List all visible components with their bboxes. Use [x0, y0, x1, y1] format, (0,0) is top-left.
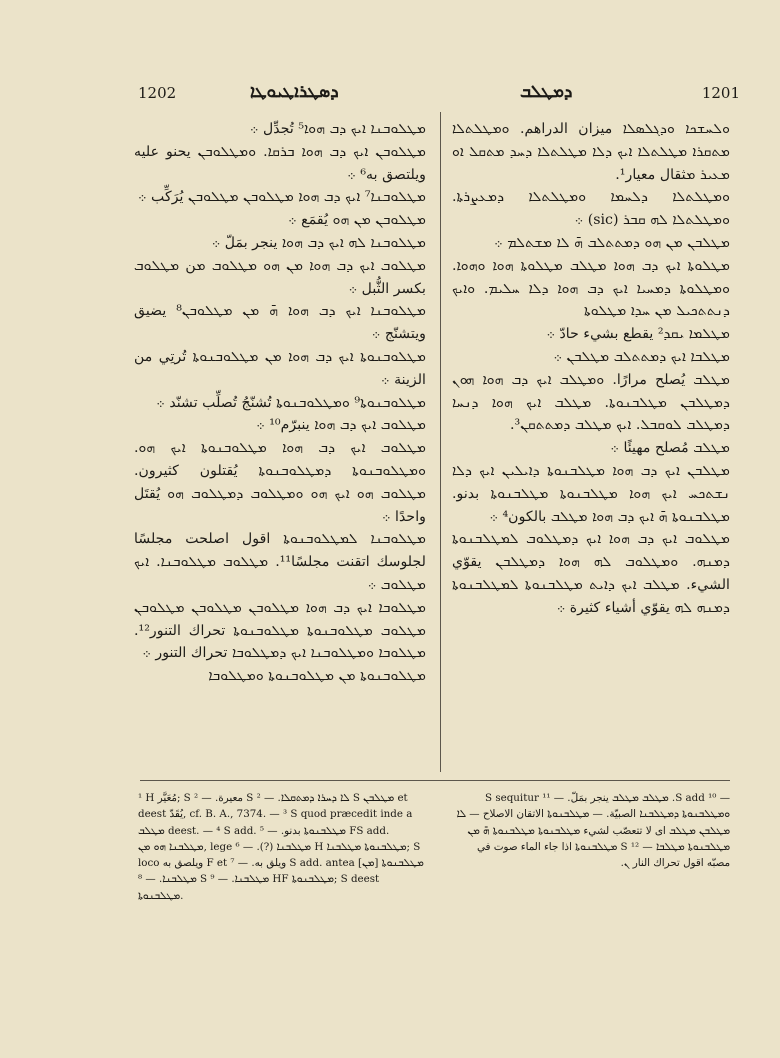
entry: ܡܛܠܘܒܢ ܡܢ ܗܘ يُقمَع ܀ — [288, 212, 426, 229]
left-column — [134, 118, 426, 688]
entry: ܡܛܠܘܒ ܐܝܟ ܕܒ ܗܘܐ ܡܛܠܘܒܢܘܬܐ ܐܝܟ ܗܘ. ܘܡܛܠܘܒܢܘܬܐ ܕܡܛܠܘܒܢܘܬܐ يُقتلون كثيرون. ܡܛܠܘܒ ܗܘ ܐܝܟ ܗܘ ܘܡܛܠܘܒ ܕܡܛܠܘܒ ܗܘ يُقتَل واحدًا ܀ — [134, 440, 426, 525]
entry: ܡܛܠܘܒ ܐܝܟ ܕܒ ܗܘܐ ܡܢ ܗܘ ܡܛܠܘܒ ܡن ܡܛܠܘܒ بكسر الثُّبل ܀ — [134, 257, 426, 297]
entry: ܡܛܠܘܒ ܐܝܟ ܕܒ ܗܘܐ ينبرّم¹⁰ ܀ — [256, 417, 426, 434]
right-page-number: 1201 — [701, 84, 740, 102]
footnotes-right — [452, 790, 730, 871]
entry: ܡܛܠܒ مُصلح مهيئًا ܀ — [610, 440, 730, 457]
right-running-head: ܕܡܛܠܒ — [520, 82, 573, 102]
entry: ܡܛܠܒܐ ܐܝܟ ܕܡܬܬܠܒ ܡܛܠܒܢ ܀ — [553, 348, 730, 365]
entry: ܡܛܠܘܒܢܐ ܠܗ ܐܝܟ ܕܒ ܗܘܐ ينجر بمَلّ ܀ — [211, 234, 426, 251]
column-divider — [440, 112, 441, 772]
left-page-number: 1202 — [138, 84, 177, 102]
entry: ܡܛܠܒܢ ܐܝܟ ܕܒ ܗܘܐ ܡܛܠܒܢܘܬܐ ܕܐܝܠܝܢ ܐܝܟ ܕܠܐ ܢܫܬܟܚ ܐܝܟ ܗܘܐ ܡܛܠܒܢܘܬܐ ܡܛܠܒܢܘܬܐ بدنو. ܡܛܠܒܢܘܬܐ ܗ̄ ܐܝܟ ܕܒ ܗܘܐ ܡܛܠܒ بالكون⁴ ܀ — [452, 462, 730, 525]
entry: ܡܛܠܘܒܢܐ⁷ ܐܝܟ ܕܒ ܗܘܐ ܡܛܠܘܒܢ ܡܛܠܘܒܢ يُرَكِّب ܀ — [138, 189, 426, 206]
entry: ܡܛܠܘܒܢ ܐܝܟ ܕܒ ܗܘܐ ܒܪܩܐ. ܘܡܛܠܘܒܢ يحنو عليه ويلتصق به⁶ ܀ — [134, 143, 426, 183]
entry: ܡܛܠܘܒܢܐ ܐܝܟ ܕܒ ܗܘܐ⁵ تُجدِّل ܀ — [249, 121, 426, 137]
entry: ܡܛܠܘܒܢܐ ܐܝܟ ܕܒ ܗܘܐ ܗ̄ ܡܢ ܡܛܠܘܒܢ⁸ يضيق ويتشنّج ܀ — [134, 303, 426, 343]
right-column — [452, 118, 730, 620]
footnote-rule — [140, 780, 730, 781]
entry: ܡܛܠܘܒܢܐ ܠܡܛܠܘܒܢܘܬܐ اقول اصلحت مجلسًا لجلوسك اتقنت مجلسًا¹¹. ܡܛܠܘܒ ܡܛܠܘܒܢܐ. ܐܝܟ ܡܛܠܘܒ ܀ — [134, 531, 426, 593]
entry: ܡܛܠܘܒܢܘܬܐ⁹ ܘܡܛܠܘܒܢܘܬܐ تُشنّجُ تُصلِّب تشنّد ܀ — [156, 394, 426, 411]
footnote-block: — ¹⁰ S add. ܡܛܠܒ ܡܛܠܒ ينجر بمَلّ. — ¹¹ S sequitur ܘܡܛܠܒܢܘܬܐ ܕܡܛܠܒܢܐ الصبيّة. — ܡܛܠܒܢܘܬܐ الاتقان الاصلاح — ܠܐ ܡܛܠܒܢ ܡܛܠܒ اى لا تتعصّب لشيء ܡܛܠܒܢܘܬܐ ܡܛܠܒܢܘܬܐ ܗ̄ ܡܢ ܡܛܠܒܢܘܬܐ ܡܛܠܒܐ — ¹² S ܡܛܠܒܢܘܬܐ اذا جاء الماء صوت في مصبّه اقول تحراك النار ܢ. — [456, 792, 730, 870]
page-header — [130, 84, 740, 108]
entry: ܡܛܠܒܢ ܡܢ ܗܘ ܕܡܬܬܠܒ ܗ̄ ܠܐ ܡܫܬܠܡ ܀ — [494, 234, 730, 251]
footnote-block: ¹ H مُعَيَّر; S معيرة. — ² S ܠܐ ܕܚܪܐ ܕܡܬܩܠܐ. — ² S ܡܛܠܒܢ et deest يُقَدّ, cf. B. A., 7374. — ³ S quod præcedit inde a ܡܛܠܒ deest. — ⁴ S add. ܡܛܠܒܢܘܬܐ بدنو. — ⁵ FS add. ܡܛܠܒܢܐ ܗܘ ܡܢ, lege ܡܛܠܒܢܐ (?). — ⁶ H ܡܛܠܒܢܘܬܐ ܡܛܠܒܢܐ; S loco ويلصق به F et ويلق به. — ⁷ S add. antea ܡܛܠܒܢܘܬܐ [ܡܢ] ܡܛܠܒܢܐ. — ⁸ S ܡܛܠܒܢܐ. — ⁹ HF ܡܛܠܒܢܘܬܐ; S deest ܡܛܠܒܢܘܬܐ. — [138, 792, 424, 902]
footnotes-left — [138, 790, 424, 904]
entry: ܡܛܠܒ يُصلح مرارًا. ܘܡܛܠܒ ܐܝܟ ܕܒ ܗܘܐ ܗܘܢ ܕܡܛܠܒܢ ܡܛܠܒܢܘܬܐ. ܡܛܠܒ ܐܝܟ ܗܘܐ ܕܢܚܐ ܕܡܛܠܒ ܠܘܩܒܠ. ܐܝܟ ܡܛܠܒ ܕܡܬܬܩܢ³. — [452, 371, 730, 434]
entry: ܡܛܠܘܬܐ ܐܝܟ ܕܒ ܗܘܐ ܡܛܠܒ ܡܛܠܘܬܐ ܗܘܐ ܘܗܘܐ. ܘܡܛܠܘܬܐ ܕܡܚܝܐ ܐܝܟ ܕܒ ܗܘܐ ܕܠܐ ܚܠܝܡ. ܘܐܝܟ ܕܢܬܬܟܝܠ ܡܢ ܚܕܐ ܡܛܠܘܬܐ — [452, 257, 730, 320]
entry: ܘܡܛܠܬܠܐ ܕܠܚܡܐ ܘܡܛܠܬܠܐ ܕܡܥܨܪܬܐ. ܘܡܛܠܬܠܐ ܠܗ ܩܒܪ (sic) ܀ — [452, 189, 730, 229]
left-running-head: ܕܣܛܪܐܛܝܘܛܐ — [250, 82, 339, 102]
entry: ܡܛܠܘܒܢܘܬܐ ܐܝܟ ܕܒ ܗܘܐ ܡܢ ܡܛܠܘܒܢܘܬܐ تُرتِي من الزينة ܀ — [134, 348, 426, 388]
entry: ܡܛܠܡܐ ܝܩܕ² يقطع بشيء حادّ ܀ — [546, 326, 730, 343]
entry: ܡܛܠܘܒ ܐܝܟ ܕܒ ܗܘܐ ܐܝܟ ܕܡܛܠܘܒ ܠܡܛܠܒܢܘܬܐ ܕܡܢܗ. ܘܡܛܠܘܒ ܠܗ ܗܘܐ ܕܡܛܠܒܢ يقوّي الشيء. ܡܛܠܒ ܐܝܟ ܕܐܝܬ ܡܛܠܒܢܘܬܐ ܠܡܛܠܒܢܘܬܐ ܕܡܢܗ ܠܗ يقوّي أشياء كثيرة ܀ — [452, 531, 730, 616]
entry: ܘܠܚܫܟܐ ܘܕܓܠܣܠܐ ميزان الدراهم. ܘܡܛܠܬܠܐ ܡܬܩܪܐ ܡܛܠܬܠܐ ܐܝܟ ܕܠܐ ܡܛܠܬܠܐ ܕܚܕ ܡܬܩܠ ܐܘ ܡܥܝܪ ܡثقال معيار¹. — [452, 121, 730, 183]
entry: ܡܛܠܘܒܐ ܐܝܟ ܕܒ ܗܘܐ ܡܛܠܘܒܢ ܡܛܠܘܒܢ ܡܛܠܘܒܢ ܡܛܠܘܒ ܡܛܠܘܒܢܘܬܐ ܡܛܠܘܒܢܘܬܐ تحراك التنور¹². ܡܛܠܘܒܐ ܘܡܛܠܘܒܢܐ ܐܝܟ ܕܡܛܠܘܒܐ تحراك التنور ܀ — [134, 599, 426, 662]
entry: ܡܛܠܘܒܢܘܬܐ ܡܢ ܡܛܠܘܒܢܘܬܐ ܘܡܛܠܘܒܐ — [208, 668, 426, 685]
